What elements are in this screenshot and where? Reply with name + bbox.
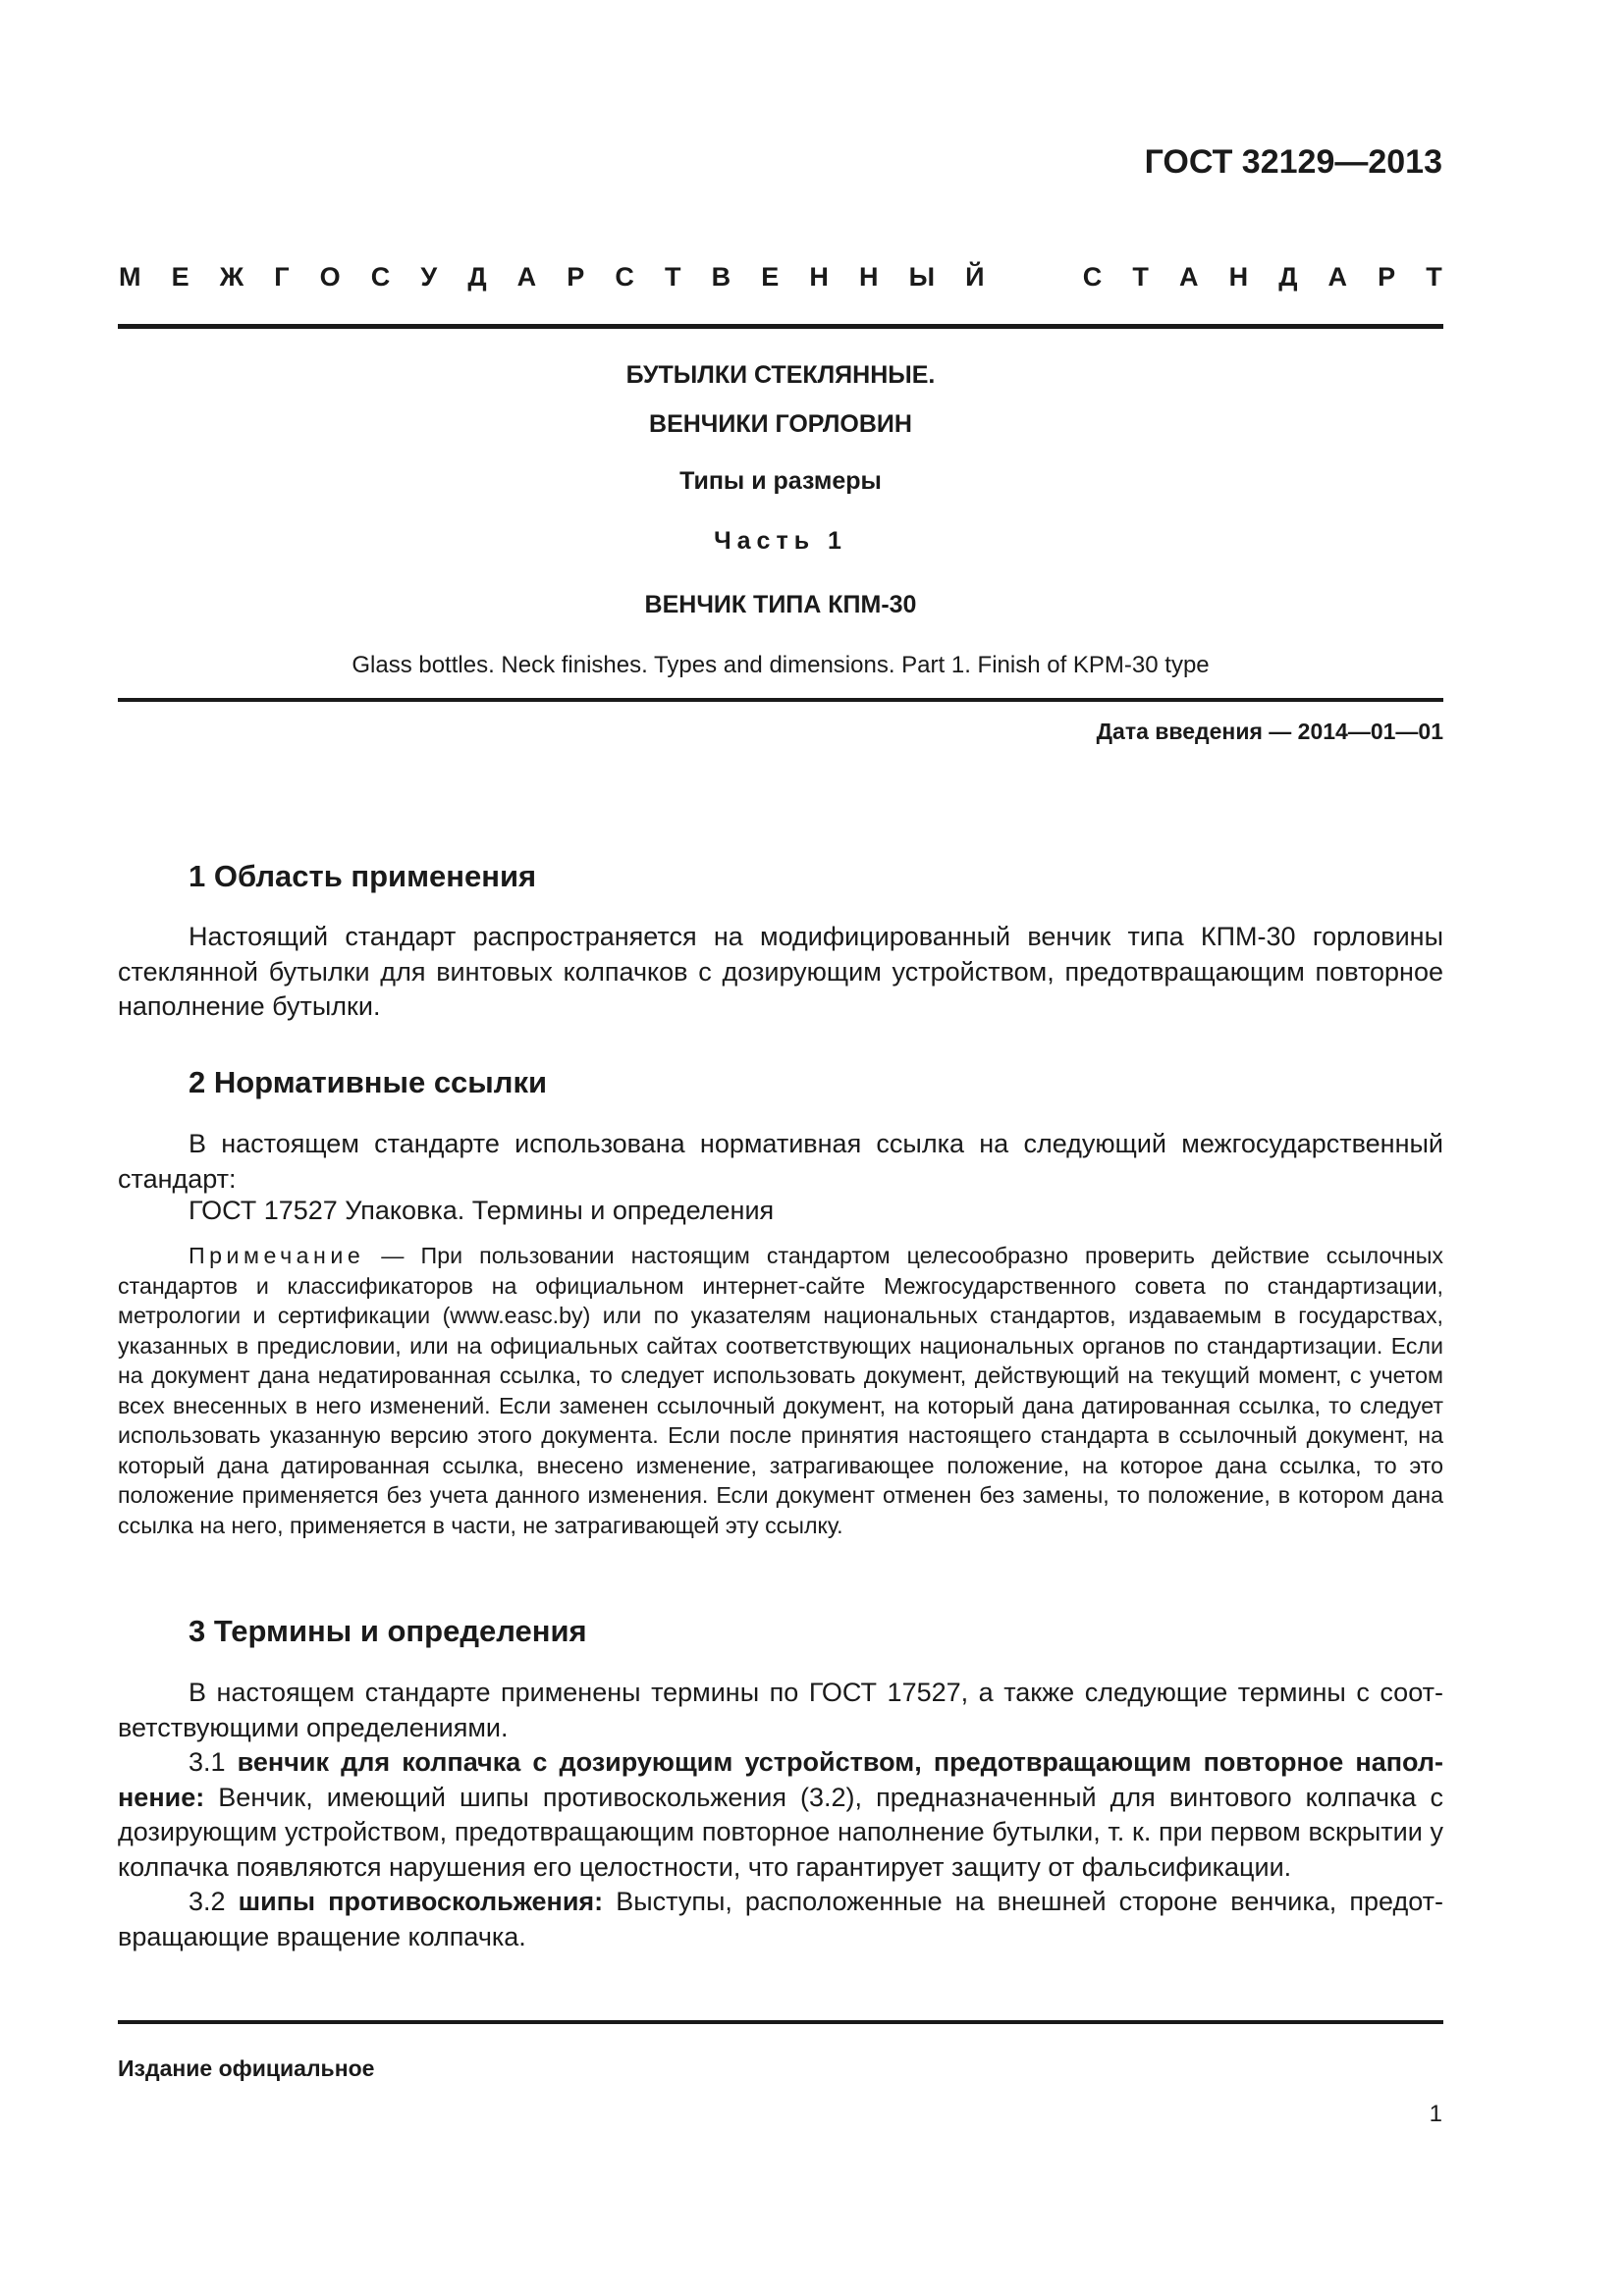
official-edition-label: Издание официальное (118, 2056, 375, 2081)
kind-line-letter: Н (809, 262, 829, 292)
kind-line-letter: Д (1278, 262, 1298, 292)
kind-line-letter: Ы (908, 262, 936, 292)
title-line-1: БУТЫЛКИ СТЕКЛЯННЫЕ. (625, 361, 936, 389)
kind-line-letter: Г (274, 262, 290, 292)
kind-line-letter: О (319, 262, 341, 292)
title-line-2: ВЕНЧИКИ ГОРЛОВИН (649, 410, 912, 438)
kind-line-letter: Н (1228, 262, 1249, 292)
english-title: Glass bottles. Neck finishes. Types and dimensions. Part 1. Finish of KPM-30 type (352, 652, 1210, 678)
title-rule (118, 698, 1443, 702)
term-3-2-number: 3.2 (189, 1887, 239, 1916)
header-rule (118, 324, 1443, 329)
kind-line-letter: Т (1132, 262, 1149, 292)
kind-line-letter: С (370, 262, 391, 292)
section-1-text: Настоящий стандарт распространяется на модифицированный венчик типа КПМ-30 горловины стеклянной бутылки для винтовых колпачков с дозирующим устройством, предотвращающим повторное наполнение бутылки. (118, 922, 1443, 1021)
kind-line-letter: А (1178, 262, 1199, 292)
kind-line-letter: Р (567, 262, 585, 292)
part-label: Часть 1 (714, 527, 847, 555)
kind-line-letter: В (711, 262, 731, 292)
term-3-2-term: шипы противоскольжения: (238, 1887, 604, 1916)
term-3-1-term: венчик для колпачка с дозирующим устройством, предотвращающим повторное наполнение: (118, 1747, 1443, 1812)
kind-line-letter: С (1082, 262, 1103, 292)
term-3-2-definition: Выступы, расположенные на внешней стороне венчика, предотвращающие вращение колпачка. (118, 1887, 1443, 1951)
standard-kind-line (119, 262, 1442, 293)
section-3-heading: 3 Термины и определения (189, 1614, 587, 1648)
kind-line-letter: Е (761, 262, 780, 292)
kind-line-letter: Е (171, 262, 189, 292)
kind-line-letter: Т (665, 262, 681, 292)
kind-line-letter: Н (858, 262, 879, 292)
term-3-1 (118, 1745, 1443, 1885)
kind-line-letter: Ж (219, 262, 244, 292)
page-number: 1 (1429, 2101, 1442, 2127)
section-2-note (118, 1241, 1443, 1540)
kind-line-letter: Й (965, 262, 985, 292)
section-2-text: В настоящем стандарте использована нормативная ссылка на следующий межгосударственный стандарт: (118, 1129, 1443, 1194)
kind-line-letter: М (119, 262, 141, 292)
term-3-1-definition: Венчик, имеющий шипы противоскольжения (3.2), предназначенный для винтового колпачка с дозирующим устройством, предотвращающим повторное наполнение бутылки, т. к. при первом вскрытии у колпачка появляются нарушения его целостности, что гарантирует защиту от фальсификации. (118, 1782, 1443, 1882)
kind-line-letter: Т (1426, 262, 1442, 292)
note-label: Примечание (189, 1243, 365, 1268)
kind-line-letter: А (516, 262, 537, 292)
kind-line-letter: С (615, 262, 634, 292)
subtitle: Типы и размеры (679, 467, 882, 495)
part-title: ВЕНЧИК ТИПА КПМ-30 (644, 591, 917, 618)
kind-line-letter: У (420, 262, 438, 292)
document-number: ГОСТ 32129—2013 (1144, 143, 1442, 181)
note-text: — При пользовании настоящим стандартом целесообразно проверить действие ссылочных стандартов и классификаторов на официальном интернет-сайте Межгосударственного совета по стандартизации, метрологии и сертификации (www.easc.by) или по указателям национальных стандартов, издаваемым в государствах, указанных в предисловии, или на официальных сайтах соответствующих национальных органов по стандартизации. Если на документ дана недатированная ссылка, то следует использовать документ, действующий на текущий момент, с учетом всех внесенных в него изменений. Если заменен ссылочный документ, на который дана датированная ссылка, то следует использовать указанную версию этого документа. Если после принятия настоящего стандарта в ссылочный документ, на который дана датированная ссылка, внесено изменение, затрагивающее положение, на которое дана ссылка, то это положение применяется без учета данного изменения. Если документ отменен без замены, то положение, в котором дана ссылка на него, применяется в части, не затрагивающей эту ссылку. (118, 1243, 1443, 1538)
kind-line-gap (1015, 262, 1053, 293)
kind-line-letter: Д (467, 262, 487, 292)
kind-line-letter: А (1327, 262, 1348, 292)
footer-rule (118, 2020, 1443, 2024)
introduction-date: Дата введения — 2014—01—01 (1096, 719, 1443, 744)
section-3-intro: В настоящем стандарте применены термины по ГОСТ 17527, а также следующие термины с соответствующими определениями. (118, 1678, 1443, 1742)
section-2-heading: 2 Нормативные ссылки (189, 1065, 548, 1099)
kind-line-letter: Р (1378, 262, 1396, 292)
section-1-heading: 1 Область применения (189, 859, 537, 893)
normative-reference: ГОСТ 17527 Упаковка. Термины и определения (189, 1196, 775, 1225)
term-3-1-number: 3.1 (189, 1747, 238, 1777)
term-3-2 (118, 1885, 1443, 1954)
